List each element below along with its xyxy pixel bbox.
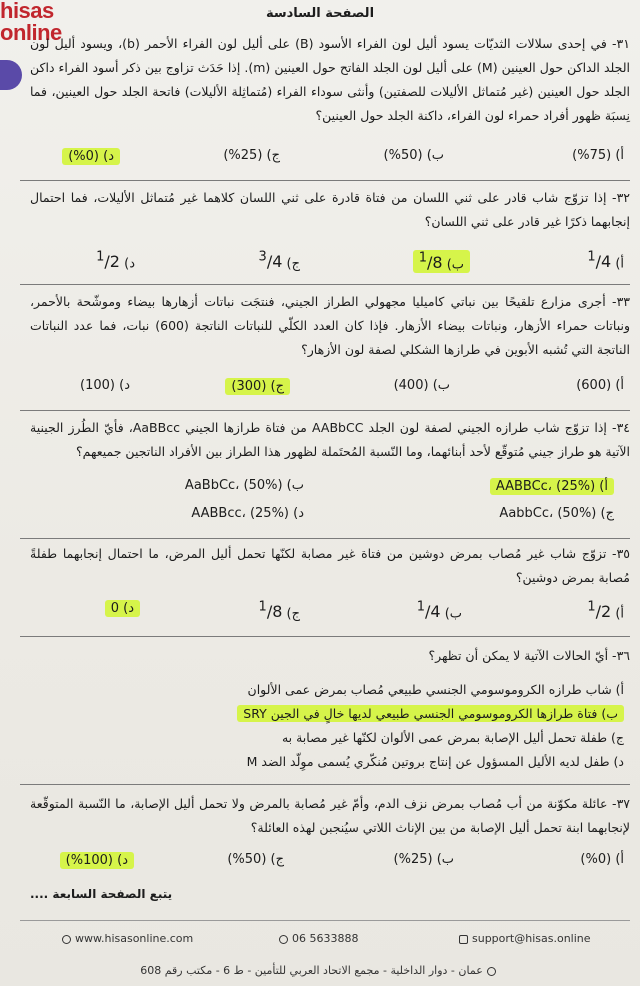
q35-a-num: 1 <box>587 600 596 615</box>
q37-option-d: د) (100%) <box>60 852 134 869</box>
q37-option-c: ج) (50%) <box>227 852 284 867</box>
q34-option-c: ج) AabbCc، (50%) <box>499 506 614 521</box>
q35-c-num: 1 <box>258 600 267 615</box>
q35-option-d: د) 0 <box>105 600 140 617</box>
question-37-text: ٣٧- عائلة مكوّنة من أب مُصاب بمرض نزف الدم، وأمّ غير مُصابة بالمرض ولا تحمل أليل الإصابة، ما النّسبة المتوقّعة لإنجابهما ابنة تحمل أليل الإصابة من بين الإناث اللاتي سيُنجبن لهذه العائلة؟ <box>30 796 630 835</box>
q36-option-c: ج) طفلة تحمل أليل الإصابة بمرض عمى الألوان لكنّها غير مصابة به <box>281 730 624 745</box>
q34-option-b: ب) AaBbCc، (50%) <box>184 478 304 493</box>
q33-option-c: ج) (300) <box>225 378 290 395</box>
divider <box>20 636 630 637</box>
q35-a-label: أ) <box>615 606 624 622</box>
q35-b-den: 4 <box>430 602 441 622</box>
q32-c-num: 3 <box>258 250 267 265</box>
divider <box>20 538 630 539</box>
footer-website[interactable] <box>58 932 193 945</box>
q37-option-a: أ) (0%) <box>580 852 624 867</box>
logo-shape <box>0 60 22 90</box>
q32-option-c: ج) $^3$/4 <box>258 250 300 272</box>
location-pin-icon <box>487 967 496 976</box>
continue-note: يتبع الصفحة السابعة .... <box>30 887 173 901</box>
q31-option-c: ج) (25%) <box>223 148 280 163</box>
question-31-options <box>30 148 630 174</box>
divider <box>20 784 630 785</box>
q35-option-c: ج) $^1$/8 <box>258 600 300 622</box>
q32-c-den: 4 <box>272 252 283 272</box>
q36-option-d: د) طفل لديه الأليل المسؤول عن إنتاج بروتين مُنكّري يُسمى موِلّد الضد M <box>246 754 624 769</box>
q32-c-label: ج) <box>286 256 300 272</box>
question-35-options <box>30 600 630 626</box>
q32-option-d: د) $^1$/2 <box>96 250 135 272</box>
q33-option-b: ب) (400) <box>393 378 450 393</box>
divider <box>20 180 630 181</box>
question-34-options-row1 <box>30 478 630 504</box>
logo-line-2: online <box>0 20 62 45</box>
q37-option-b: ب) (25%) <box>393 852 454 867</box>
question-36-options <box>64 678 624 774</box>
website-text: www.hisasonline.com <box>75 932 194 945</box>
q32-b-num: 1 <box>418 251 427 266</box>
question-34-options-row2 <box>30 506 630 532</box>
mail-icon <box>459 935 468 944</box>
q32-d-den: 2 <box>109 252 120 272</box>
q36-option-b-text: ب) فتاة طرازها الكروموسومي الجنسي طبيعي لديها خالٍ في الجين SRY <box>237 705 624 722</box>
question-33-options <box>30 378 630 404</box>
question-32-text: ٣٢- إذا تزوّج شاب قادر على ثني اللسان من فتاة قادرة على ثني اللسان كلاهما غير مُتماثل الأليلات، فما احتمال إنجابهما ذكرًا غير قادر على ثني اللسان؟ <box>30 190 630 229</box>
phone-text: 06 5633888 <box>292 932 359 945</box>
footer-phone[interactable] <box>275 932 358 945</box>
q31-option-a: أ) (75%) <box>572 148 624 163</box>
divider <box>20 284 630 285</box>
footer-email[interactable] <box>455 932 591 945</box>
question-35-text: ٣٥- تزوّج شاب غير مُصاب بمرض دوشين من فتاة غير مصابة لكنّها تحمل أليل المرض، ما احتمال إنجابهما طفلةً مُصابة بمرض دوشين؟ <box>30 546 630 585</box>
q35-c-den: 8 <box>272 602 283 622</box>
logo-line-1: hisas <box>0 0 54 23</box>
question-32-options <box>30 250 630 276</box>
q36-option-b <box>64 702 624 726</box>
footer-divider <box>20 920 630 921</box>
q34-option-a: أ) AABBCc، (25%) <box>490 478 614 495</box>
q35-c-label: ج) <box>286 606 300 622</box>
q32-a-label: أ) <box>615 256 624 272</box>
q31-option-d: د) (0%) <box>62 148 120 165</box>
footer-address <box>0 964 640 977</box>
page-title: الصفحة السادسة <box>265 6 375 21</box>
q35-a-den: 2 <box>600 602 612 622</box>
q33-option-a: أ) (600) <box>576 378 624 393</box>
q34-option-d: د) AABBcc، (25%) <box>191 506 304 521</box>
q31-option-b: ب) (50%) <box>383 148 444 163</box>
q32-a-num: 1 <box>587 250 596 265</box>
question-33-text: ٣٣- أجرى مزارع تلقيحًا بين نباتي كاميليا مجهولي الطراز الجيني، فنتجَت نباتات أزهارها بيضاء وموشّحة بالأحمر، ونباتات حمراء الأزهار، ونباتات بيضاء الأزهار. فإذا كان العدد الكلّي للنباتات الناتجة (600) نبات، فما عدد النباتات الناتجة التي تُشبه الأبوين في طرازها الشكلي لصفة لون الأزهار؟ <box>30 294 630 357</box>
globe-icon <box>62 935 71 944</box>
q32-option-b: ب) $^1$/8 <box>413 250 470 273</box>
q36-option-a: أ) شاب طرازه الكروموسومي الجنسي طبيعي مُصاب بمرض عمى الألوان <box>247 682 624 697</box>
q32-b-label: ب) <box>446 257 464 273</box>
q32-b-den: 8 <box>432 253 443 273</box>
q32-d-num: 1 <box>96 250 105 265</box>
q35-b-num: 1 <box>416 600 425 615</box>
q35-option-a: أ) $^1$/2 <box>587 600 624 622</box>
question-31-text: ٣١- في إحدى سلالات الثديّات يسود أليل لون الفراء الأسود (B) على أليل لون الفراء الأحمر (b)، ويسود أليل لون الجلد الداكن حول العينين (M) على أليل لون الجلد الفاتح حول العينين (m). إذا حَدَث تزاوج بين ذكر أسود الفراء داكن الجلد حول العينين (غير مُتماثل الأليلات للصفتين) وأنثى سوداء الفراء (مُتماثِلة الأليلات) فاتحة الجلد حول العينين، فما نِسبَة ظهور أفراد حمراء لون الفراء، داكنة الجلد حول العينين؟ <box>30 36 630 123</box>
q32-option-a: أ) $^1$/4 <box>587 250 624 272</box>
q33-option-d: د) (100) <box>80 378 130 393</box>
question-36-text: ٣٦- أيّ الحالات الآتية لا يمكن أن تظهر؟ <box>428 648 630 663</box>
phone-icon <box>279 935 288 944</box>
divider <box>20 410 630 411</box>
question-34-text: ٣٤- إذا تزوّج شاب طرازه الجيني لصفة لون الجلد AABbCC من فتاة طرازها الجيني AaBBcc، فأيّ الطُرز الجينية الآتية هو طراز جيني مُتوقّع لأحد أبنائهما، وما النّسبة المُحتَملة لظهور هذا الطراز بين الأفراد الناتجين جميعهم؟ <box>30 420 630 459</box>
email-text: support@hisas.online <box>472 932 591 945</box>
q35-option-b: ب) $^1$/4 <box>416 600 462 622</box>
q35-b-label: ب) <box>444 606 462 622</box>
question-37-options <box>30 852 630 878</box>
q32-d-label: د) <box>124 256 135 272</box>
q32-a-den: 4 <box>600 252 612 272</box>
address-text: عمان - دوار الداخلية - مجمع الاتحاد العربي للتأمين - ط 6 - مكتب رقم 608 <box>140 964 483 977</box>
